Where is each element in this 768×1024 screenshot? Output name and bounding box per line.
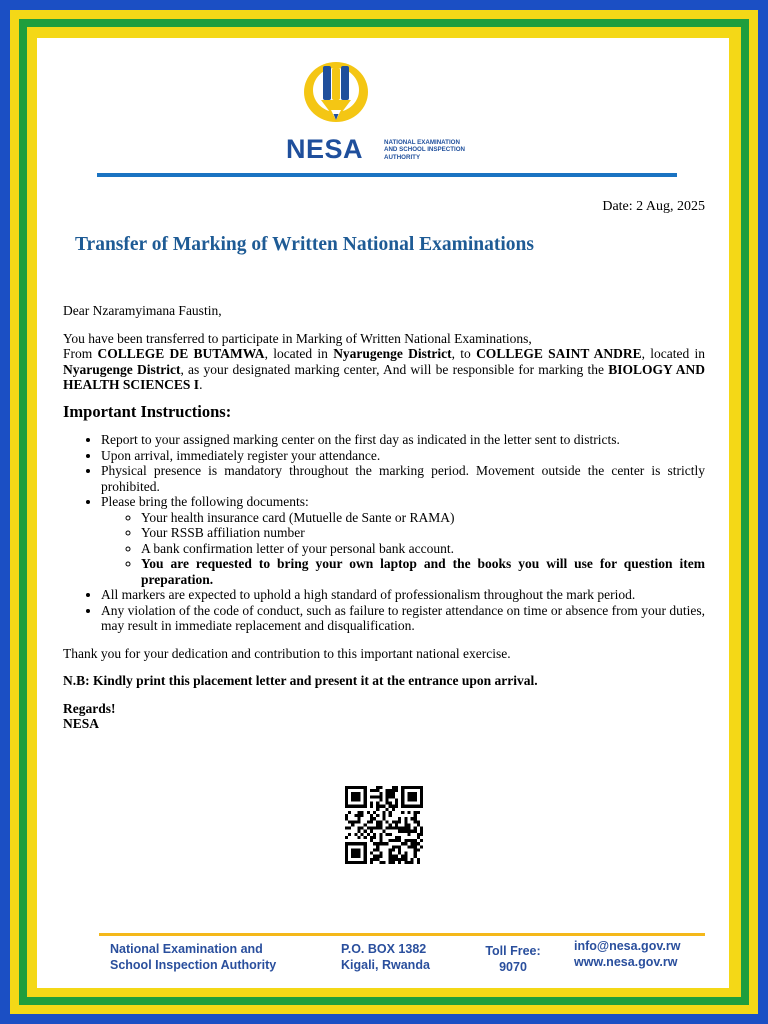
footer-website-link[interactable]: www.nesa.gov.rw <box>574 955 678 969</box>
letter-title: Transfer of Marking of Written National Examinations <box>75 234 534 255</box>
thanks-line: Thank you for your dedication and contribution to this important national exercise. <box>63 645 511 661</box>
instructions-heading: Important Instructions: <box>63 401 232 421</box>
footer-email-link[interactable]: info@nesa.gov.rw <box>574 939 681 953</box>
document-item: ◦ Your RSSB affiliation number <box>141 525 705 541</box>
nesa-logo-icon <box>287 56 387 134</box>
letter-page <box>37 38 729 988</box>
header-divider <box>97 173 677 177</box>
footer-divider <box>99 933 705 936</box>
list-item: • All markers are expected to uphold a high standard of professionalism throughout the mark period. <box>101 587 705 603</box>
logo-subtitle: NATIONAL EXAMINATION AND SCHOOL INSPECTION AUTHORITY <box>384 139 466 161</box>
subject: BIOLOGY AND HEALTH SCIENCES I <box>63 361 705 392</box>
to-school: COLLEGE SAINT ANDRE <box>476 346 642 361</box>
footer-contact <box>574 938 680 970</box>
documents-list <box>101 510 705 588</box>
footer-organization: National Examination and School Inspection Authority <box>110 942 277 972</box>
to-district: Nyarugenge District <box>63 361 181 377</box>
from-school: COLLEGE DE BUTAMWA <box>97 346 265 361</box>
logo-wordmark: NESA <box>286 134 364 164</box>
footer-tollfree: Toll Free: 9070 <box>485 944 541 974</box>
list-item: • Please bring the following documents: ◦ Your health insurance card (Mutuelle de Sante or RAMA) ◦ Your RSSB affiliation number ◦ A bank confirmation letter of your personal bank account. ◦ You are requested to bring your own laptop and the books you will use for question item preparation. <box>101 494 705 587</box>
intro-line: You have been transferred to participate in Marking of Written National Examinations, <box>63 330 532 346</box>
from-district: Nyarugenge District <box>333 346 452 361</box>
nb-note: N.B: Kindly print this placement letter and present it at the entrance upon arrival. <box>63 673 538 688</box>
list-item: • Physical presence is mandatory throughout the marking period. Movement outside the center is strictly prohibited. <box>101 463 705 494</box>
document-item: ◦ Your health insurance card (Mutuelle de Sante or RAMA) <box>141 510 705 526</box>
instructions-list <box>63 432 705 634</box>
document-item: ◦ A bank confirmation letter of your personal bank account. <box>141 541 705 557</box>
qr-code-icon <box>343 786 425 864</box>
salutation: Dear Nzaramyimana Faustin, <box>63 303 222 318</box>
list-item: • Any violation of the code of conduct, such as failure to register attendance on time or absence from your duties, may result in immediate replacement and disqualification. <box>101 603 705 634</box>
document-item: ◦ You are requested to bring your own laptop and the books you will use for question item preparation. <box>141 556 705 587</box>
footer-address: P.O. BOX 1382 Kigali, Rwanda <box>341 942 430 972</box>
letter-body <box>63 303 705 732</box>
regards: Regards! <box>63 700 116 716</box>
intro-paragraph: From COLLEGE DE BUTAMWA, located in Nyarugenge District, to COLLEGE SAINT ANDRE, located in Nyarugenge District, as your designated marking center, And will be responsible for marking the BIOLOGY AND HEALTH SCIENCES I. <box>63 346 705 392</box>
letter-date: Date: 2 Aug, 2025 <box>602 199 705 214</box>
list-item: • Report to your assigned marking center on the first day as indicated in the letter sent to districts. <box>101 432 705 448</box>
list-item: • Upon arrival, immediately register your attendance. <box>101 448 705 464</box>
signoff: NESA <box>63 716 100 731</box>
